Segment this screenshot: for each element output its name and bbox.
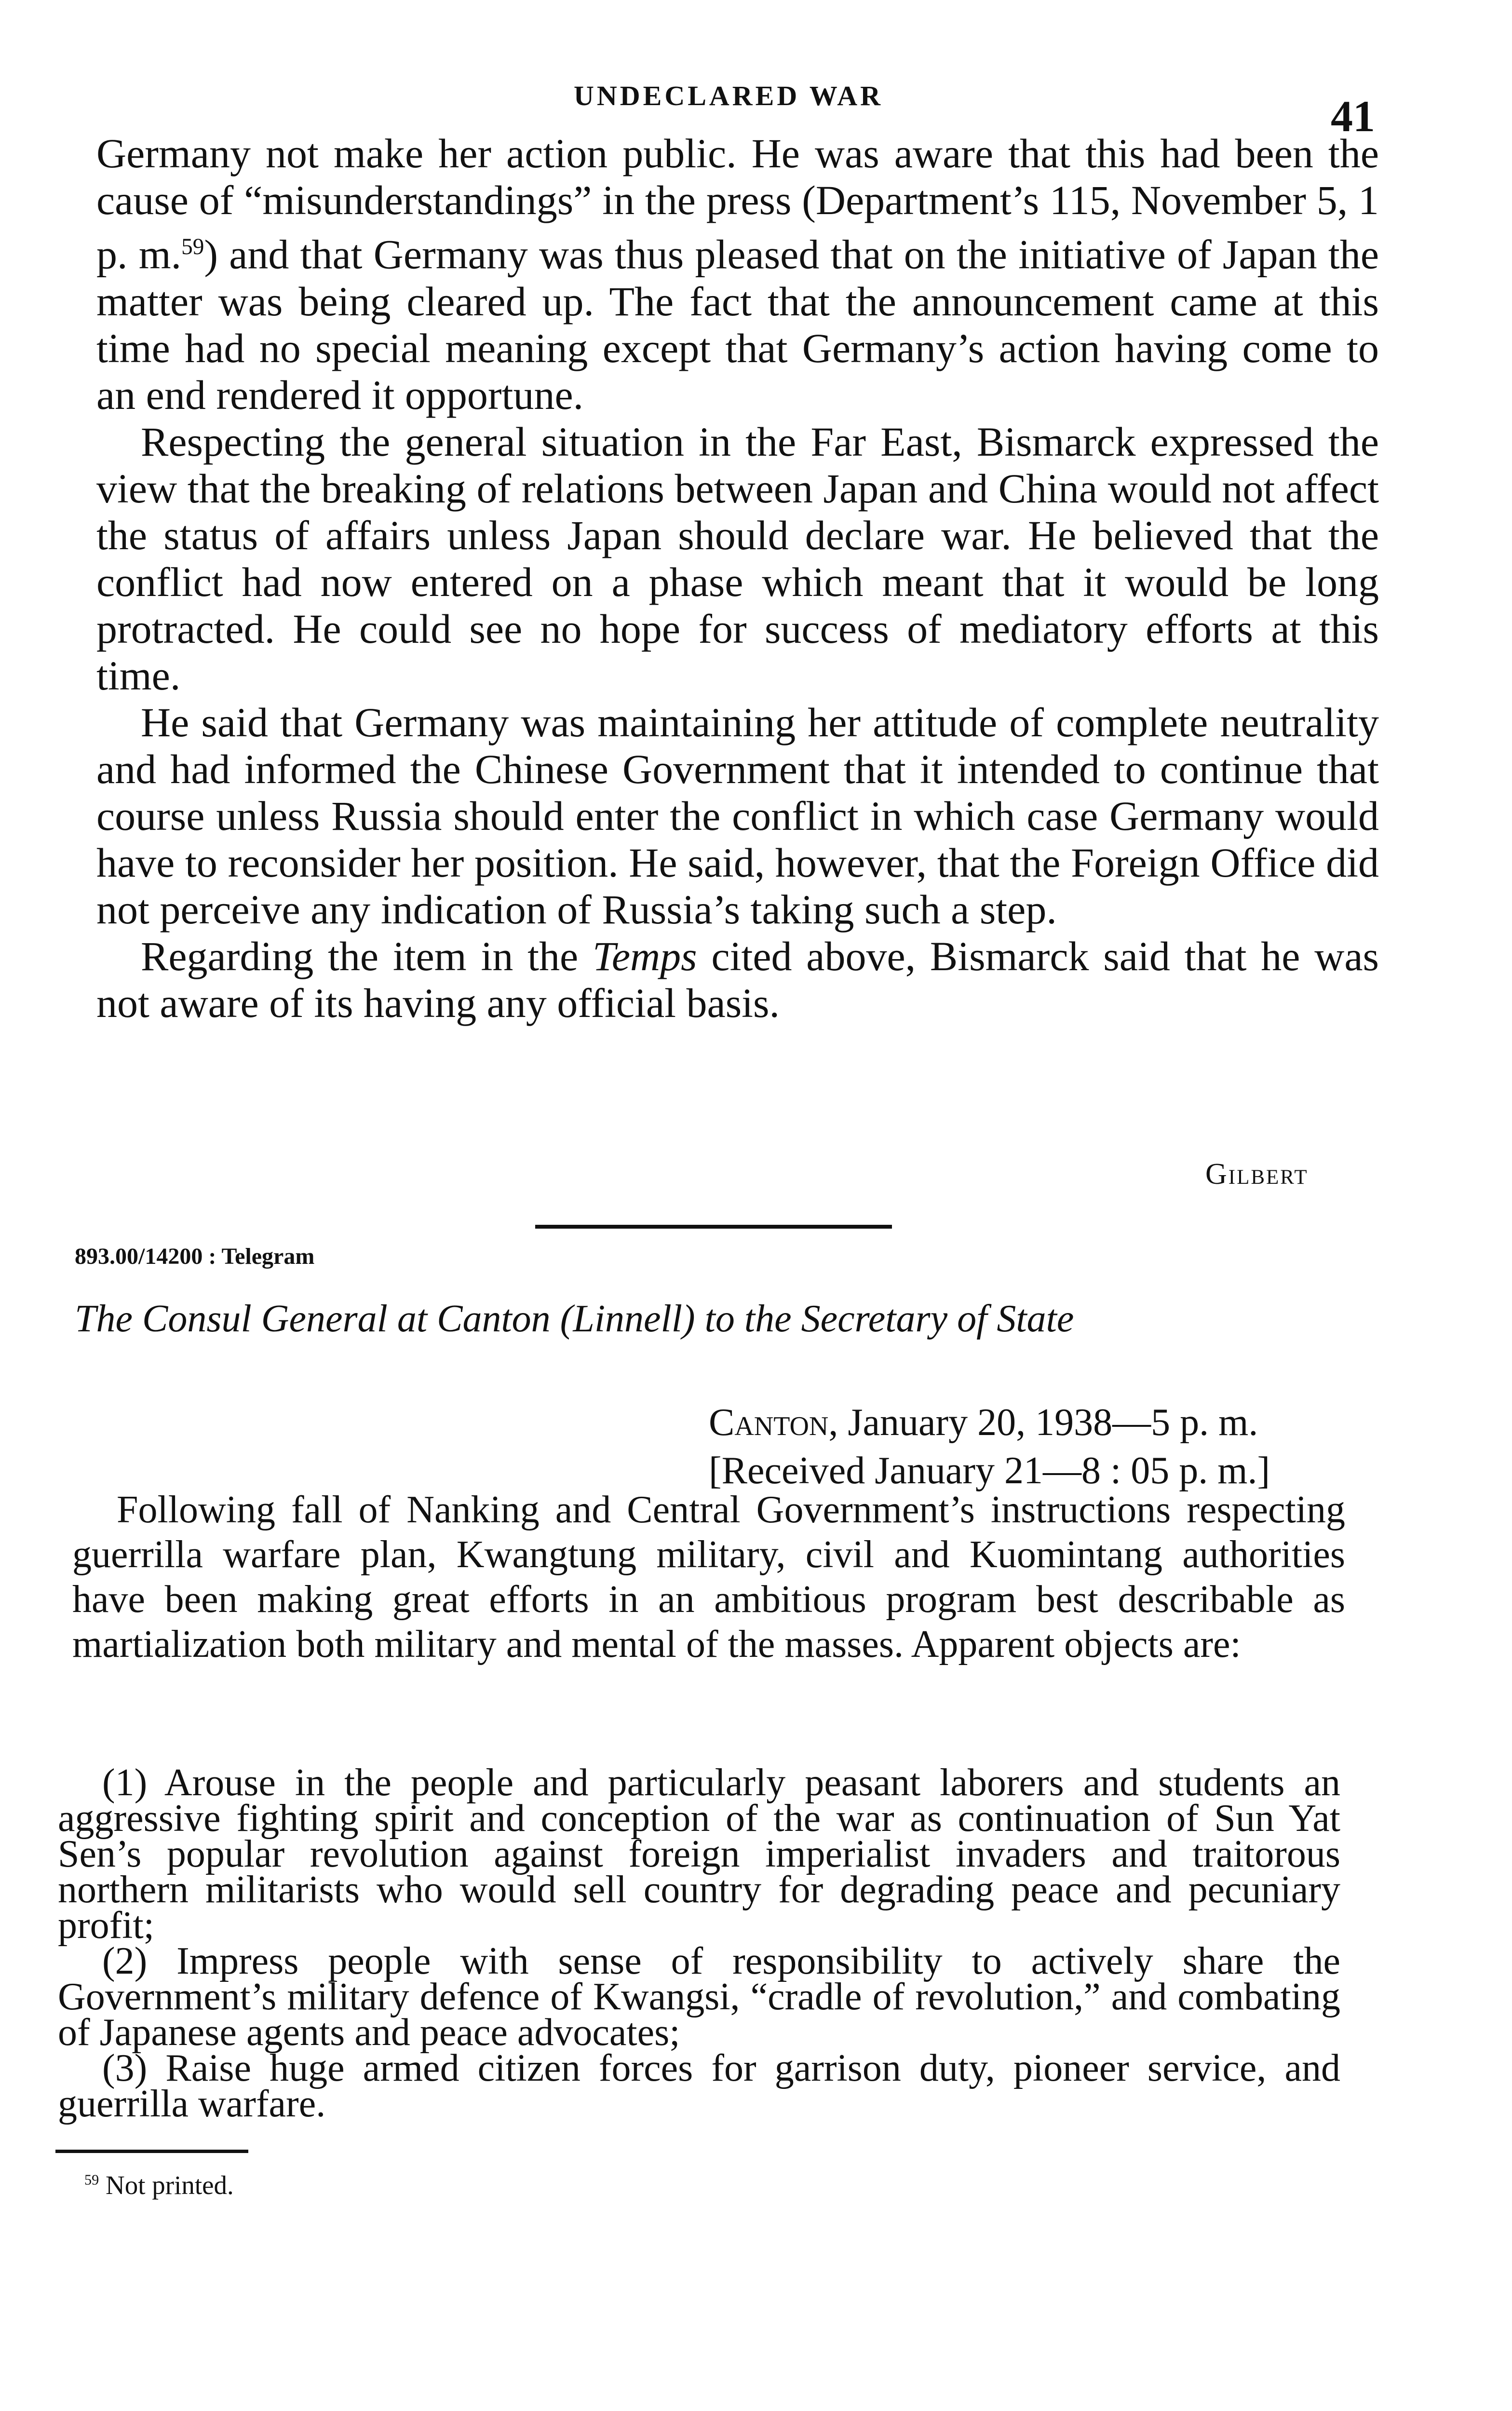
dateline-received: [Received January 21—8 : 05 p. m.] — [709, 1449, 1270, 1492]
letter-body — [96, 130, 1379, 1027]
footnote-text: Not printed. — [106, 2170, 234, 2200]
footnote — [84, 2170, 234, 2200]
paragraph: Following fall of Nanking and Central Government’s instructions respecting guerrilla warfare plan, Kwangtung military, civil and Kuomintang authorities have been making great efforts in an ambitious program best describable as martialization both military and mental of the masses. Apparent objects are: — [72, 1489, 1345, 1666]
paragraph-text: cited above, Bismarck said that he was not aware of its having any official basis. — [96, 933, 1379, 1026]
paragraph-text: Germany not make her action public. He was aware that this had been the cause of “misunderstandings” in the press (Department’s 115, November 5, 1 p. m. — [96, 130, 1379, 278]
dateline-place: Canton — [709, 1401, 829, 1444]
paragraph-text: ) and that Germany was thus pleased that on the initiative of Japan the matter was being cleared up. The fact that the announcement came at this time had no special meaning except that Germany’s action having come to an end rendered it opportune. — [96, 231, 1379, 418]
paragraph: He said that Germany was maintaining her attitude of complete neutrality and had informed the Chinese Government that it intended to continue that course unless Russia should enter the conflict in which case Germany would have to reconsider her position. He said, however, that the Foreign Office did not perceive any indication of Russia’s taking such a step. — [96, 699, 1379, 933]
running-head: UNDECLARED WAR — [574, 80, 884, 111]
paragraph-text: Regarding the item in the — [141, 933, 593, 979]
list-item: (2) Impress people with sense of responsibility to actively share the Government’s military defence of Kwangsi, “cradle of revolution,” and combating of Japanese agents and peace advocates; — [58, 1940, 1340, 2054]
signature: Gilbert — [1205, 1158, 1309, 1191]
page-number: 41 — [1331, 92, 1375, 141]
telegram-intro — [72, 1488, 1345, 1667]
footnote-number: 59 — [84, 2171, 99, 2188]
dateline-date: , January 20, 1938—5 p. m. — [828, 1401, 1258, 1444]
footnote-divider — [55, 2150, 248, 2153]
footnote-reference: 59 — [181, 234, 204, 259]
paragraph: Respecting the general situation in the Far East, Bismarck expressed the view that the breaking of relations between Japan and China would not affect the status of affairs unless Japan should declare war. He believed that the conflict had now entered on a phase which meant that it would be long protracted. He could see no hope for success of mediatory efforts at this time. — [96, 418, 1379, 699]
list-item: (1) Arouse in the people and particularly peasant laborers and students an aggressive fighting spirit and conception of the war as continuation of Sun Yat Sen’s popular revolution against foreign imperialist invaders and traitorous northern militarists who would sell country for degrading peace and pecuniary profit; — [58, 1761, 1340, 1947]
list-item: (3) Raise huge armed citizen forces for garrison duty, pioneer service, and guerrilla warfare. — [58, 2047, 1340, 2125]
newspaper-title: Temps — [592, 933, 697, 979]
objects-list — [58, 1761, 1340, 2125]
paragraph — [96, 933, 1379, 1027]
paragraph — [96, 130, 1379, 419]
section-divider — [535, 1225, 892, 1229]
file-reference: 893.00/14200 : Telegram — [75, 1244, 315, 1269]
dateline — [709, 1398, 1270, 1495]
document-heading: The Consul General at Canton (Linnell) to the Secretary of State — [75, 1298, 1074, 1340]
dateline-sent — [709, 1398, 1270, 1447]
